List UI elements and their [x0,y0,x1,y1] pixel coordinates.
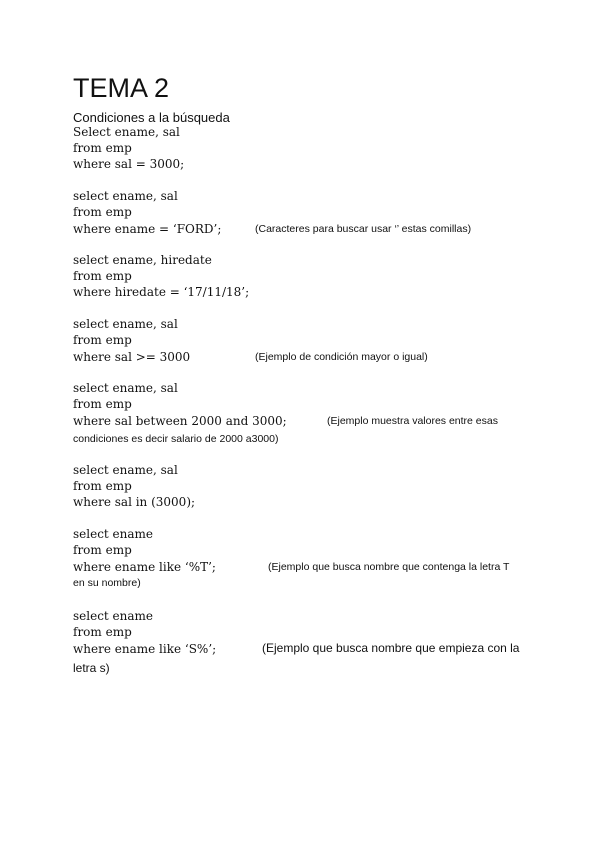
code-line: from emp [73,625,132,639]
code-line: where ename = ‘FORD’; [73,222,222,236]
code-line: select ename, sal [73,189,178,203]
code-line: where hiredate = ‘17/11/18’; [73,285,250,299]
code-line: select ename, sal [73,317,178,331]
comment-note: (Ejemplo muestra valores entre esas [327,415,498,427]
code-line: from emp [73,543,132,557]
code-line: select ename, sal [73,381,178,395]
code-line: from emp [73,333,132,347]
code-line: select ename [73,609,154,623]
code-line: where ename like ‘%T’; [73,560,216,574]
comment-note-continued: condiciones es decir salario de 2000 a3000) [73,433,279,445]
code-line: from emp [73,269,132,283]
code-line: from emp [73,397,132,411]
code-line: where sal between 2000 and 3000; [73,414,287,428]
comment-note: (Ejemplo de condición mayor o igual) [255,351,428,363]
code-line: where sal >= 3000 [73,350,191,364]
comment-note-continued: letra s) [73,661,110,675]
code-line: where sal = 3000; [73,157,185,171]
comment-note-continued: en su nombre) [73,577,141,589]
code-line: select ename, sal [73,463,178,477]
section-subtitle: Condiciones a la búsqueda [73,110,230,125]
comment-note: (Ejemplo que busca nombre que empieza con la [262,641,520,655]
comment-note: (Ejemplo que busca nombre que contenga la letra T [268,561,510,573]
code-line: from emp [73,205,132,219]
page-title: TEMA 2 [73,73,170,103]
comment-note: (Caracteres para buscar usar ‘’ estas comillas) [255,223,472,235]
code-line: Select ename, sal [73,125,180,139]
code-line: from emp [73,479,132,493]
code-line: select ename, hiredate [73,253,212,267]
code-line: where sal in (3000); [73,495,196,509]
code-line: select ename [73,527,154,541]
code-line: from emp [73,141,132,155]
code-line: where ename like ‘S%’; [73,642,217,656]
